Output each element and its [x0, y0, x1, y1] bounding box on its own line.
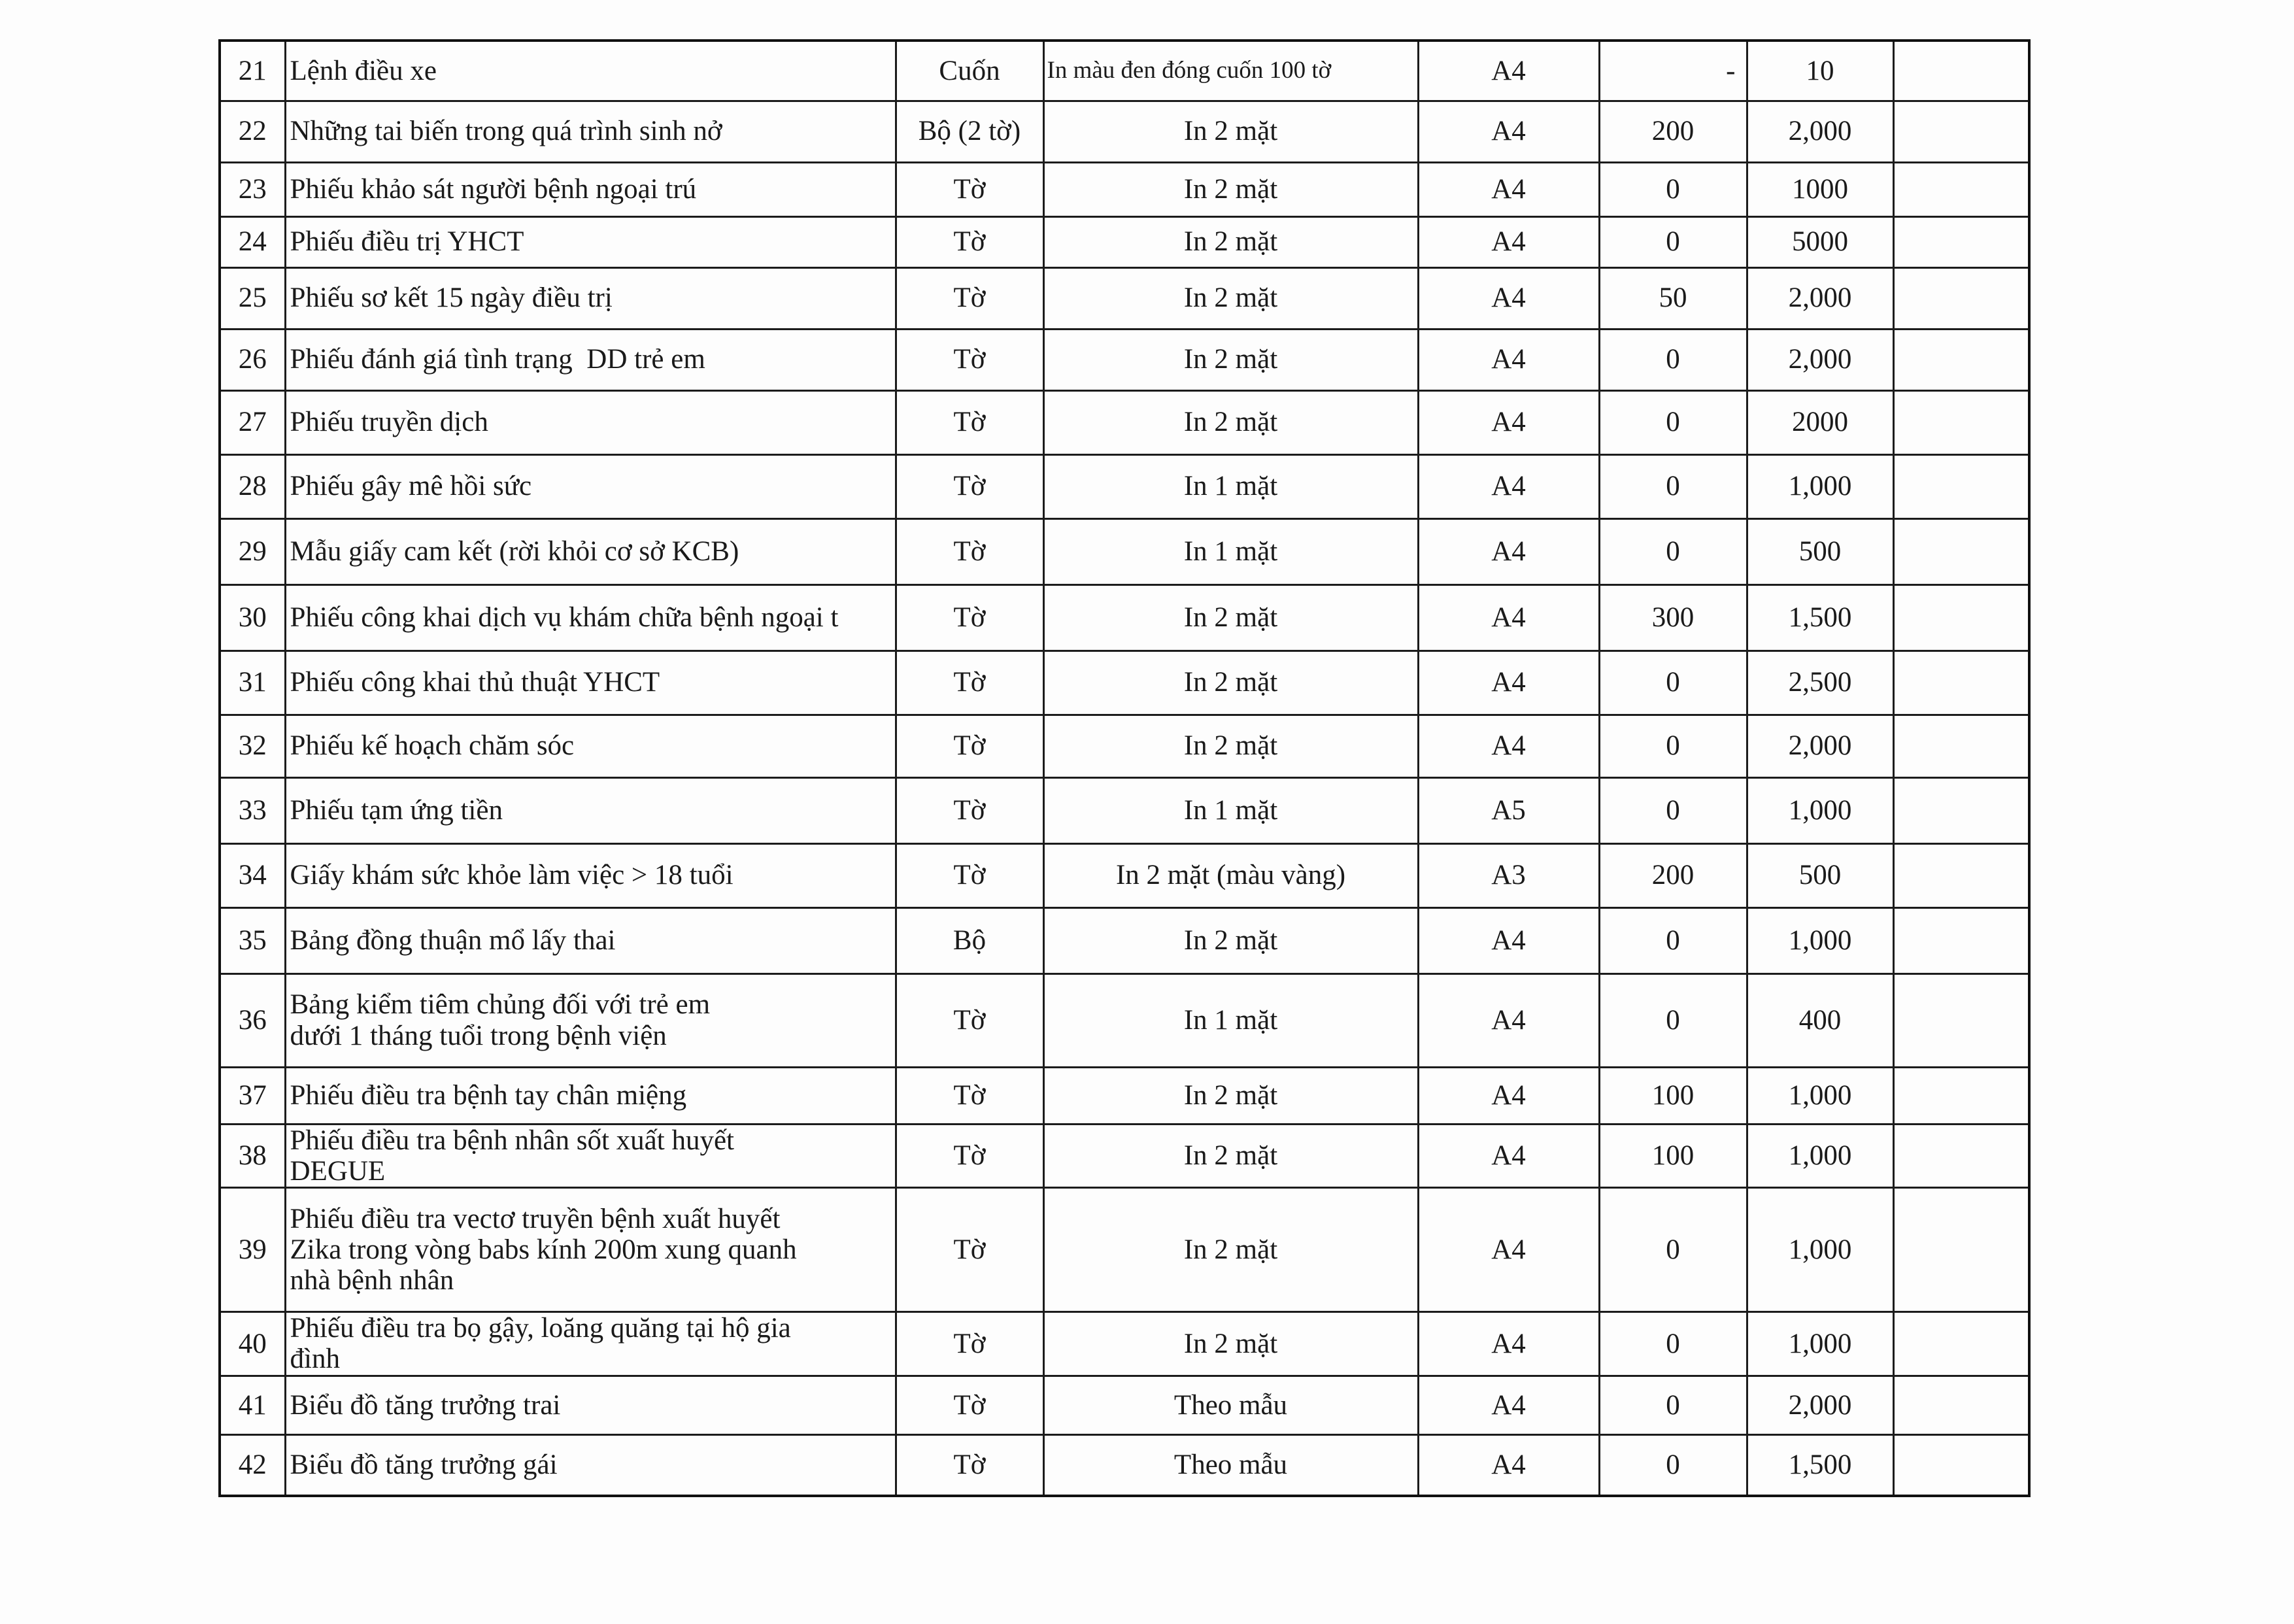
item-quantity-1: 200: [1599, 843, 1747, 907]
item-print-spec: In màu đen đóng cuốn 100 tờ: [1043, 41, 1418, 101]
table-row: [220, 1188, 2029, 1312]
item-unit: Tờ: [896, 843, 1043, 907]
item-unit: Tờ: [896, 216, 1043, 267]
item-quantity-1: 300: [1599, 584, 1747, 651]
item-unit: Bộ: [896, 907, 1043, 973]
item-quantity-1: 0: [1599, 777, 1747, 843]
item-quantity-1: 50: [1599, 267, 1747, 329]
item-number: 34: [220, 843, 285, 907]
item-print-spec: In 2 mặt: [1043, 329, 1418, 390]
item-unit: Tờ: [896, 518, 1043, 584]
item-number: 31: [220, 651, 285, 715]
item-note: [1893, 1434, 2029, 1496]
item-note: [1893, 1124, 2029, 1188]
item-unit: Tờ: [896, 329, 1043, 390]
item-quantity-2: 2,000: [1747, 715, 1893, 777]
item-number: 30: [220, 584, 285, 651]
item-number: 35: [220, 907, 285, 973]
item-quantity-1: 0: [1599, 973, 1747, 1067]
item-quantity-1: -: [1599, 41, 1747, 101]
item-name: Biểu đồ tăng trưởng trai: [285, 1376, 896, 1434]
item-paper-size: A4: [1418, 267, 1599, 329]
item-name: Lệnh điều xe: [285, 41, 896, 101]
table-row: [220, 1312, 2029, 1376]
item-note: [1893, 1376, 2029, 1434]
item-quantity-2: 1,000: [1747, 1124, 1893, 1188]
item-quantity-2: 1,000: [1747, 777, 1893, 843]
item-number: 41: [220, 1376, 285, 1434]
item-paper-size: A5: [1418, 777, 1599, 843]
item-name: Phiếu khảo sát người bệnh ngoại trú: [285, 162, 896, 216]
item-quantity-1: 0: [1599, 907, 1747, 973]
item-note: [1893, 584, 2029, 651]
item-print-spec: In 2 mặt: [1043, 162, 1418, 216]
item-name: Phiếu điều tra vectơ truyền bệnh xuất huyết Zika trong vòng babs kính 200m xung quanh nhà bệnh nhân: [285, 1188, 896, 1312]
item-number: 28: [220, 454, 285, 518]
table-row: [220, 41, 2029, 101]
item-quantity-2: 1,000: [1747, 1067, 1893, 1124]
item-name: Phiếu điều tra bệnh nhân sốt xuất huyết DEGUE: [285, 1124, 896, 1188]
item-note: [1893, 216, 2029, 267]
item-note: [1893, 329, 2029, 390]
item-print-spec: In 1 mặt: [1043, 973, 1418, 1067]
item-number: 27: [220, 390, 285, 454]
item-number: 22: [220, 101, 285, 162]
item-note: [1893, 1188, 2029, 1312]
item-number: 38: [220, 1124, 285, 1188]
item-quantity-1: 0: [1599, 329, 1747, 390]
item-paper-size: A4: [1418, 41, 1599, 101]
item-quantity-1: 0: [1599, 1434, 1747, 1496]
table-row: [220, 843, 2029, 907]
item-number: 21: [220, 41, 285, 101]
item-quantity-2: 1,500: [1747, 1434, 1893, 1496]
item-note: [1893, 267, 2029, 329]
item-paper-size: A3: [1418, 843, 1599, 907]
item-print-spec: In 1 mặt: [1043, 777, 1418, 843]
item-quantity-2: 500: [1747, 518, 1893, 584]
item-number: 26: [220, 329, 285, 390]
table-row: [220, 518, 2029, 584]
item-unit: Tờ: [896, 1067, 1043, 1124]
table-row: [220, 651, 2029, 715]
item-quantity-1: 100: [1599, 1124, 1747, 1188]
item-paper-size: A4: [1418, 390, 1599, 454]
item-unit: Tờ: [896, 267, 1043, 329]
item-name: Phiếu sơ kết 15 ngày điều trị: [285, 267, 896, 329]
item-quantity-2: 2000: [1747, 390, 1893, 454]
item-unit: Tờ: [896, 1188, 1043, 1312]
item-print-spec: In 2 mặt: [1043, 651, 1418, 715]
table-row: [220, 1434, 2029, 1496]
item-quantity-2: 1,000: [1747, 454, 1893, 518]
item-print-spec: Theo mẫu: [1043, 1376, 1418, 1434]
item-quantity-1: 0: [1599, 1376, 1747, 1434]
item-unit: Tờ: [896, 651, 1043, 715]
table-row: [220, 1376, 2029, 1434]
item-quantity-1: 0: [1599, 454, 1747, 518]
table-row: [220, 777, 2029, 843]
item-number: 37: [220, 1067, 285, 1124]
item-quantity-1: 0: [1599, 1188, 1747, 1312]
item-print-spec: In 1 mặt: [1043, 518, 1418, 584]
item-quantity-1: 0: [1599, 1312, 1747, 1376]
item-note: [1893, 651, 2029, 715]
item-unit: Tờ: [896, 390, 1043, 454]
item-quantity-1: 0: [1599, 390, 1747, 454]
item-name: Phiếu gây mê hồi sức: [285, 454, 896, 518]
item-note: [1893, 843, 2029, 907]
item-note: [1893, 454, 2029, 518]
item-quantity-2: 1,000: [1747, 1312, 1893, 1376]
item-name: Phiếu đánh giá tình trạng DD trẻ em: [285, 329, 896, 390]
item-unit: Tờ: [896, 973, 1043, 1067]
item-print-spec: In 2 mặt: [1043, 267, 1418, 329]
item-paper-size: A4: [1418, 907, 1599, 973]
table-row: [220, 1124, 2029, 1188]
table-row: [220, 584, 2029, 651]
item-quantity-1: 100: [1599, 1067, 1747, 1124]
item-quantity-2: 1,500: [1747, 584, 1893, 651]
item-print-spec: In 2 mặt: [1043, 390, 1418, 454]
item-paper-size: A4: [1418, 454, 1599, 518]
item-note: [1893, 101, 2029, 162]
table-row: [220, 216, 2029, 267]
item-quantity-2: 2,000: [1747, 101, 1893, 162]
item-note: [1893, 777, 2029, 843]
item-unit: Tờ: [896, 715, 1043, 777]
item-print-spec: In 2 mặt: [1043, 1124, 1418, 1188]
item-name: Phiếu tạm ứng tiền: [285, 777, 896, 843]
table-row: [220, 162, 2029, 216]
table-row: [220, 973, 2029, 1067]
item-paper-size: A4: [1418, 1067, 1599, 1124]
table-row: [220, 390, 2029, 454]
item-unit: Tờ: [896, 1376, 1043, 1434]
item-note: [1893, 1312, 2029, 1376]
item-quantity-2: 1,000: [1747, 1188, 1893, 1312]
item-note: [1893, 41, 2029, 101]
item-quantity-2: 1,000: [1747, 907, 1893, 973]
item-unit: Tờ: [896, 584, 1043, 651]
item-print-spec: In 2 mặt (màu vàng): [1043, 843, 1418, 907]
item-unit: Bộ (2 tờ): [896, 101, 1043, 162]
item-note: [1893, 390, 2029, 454]
item-paper-size: A4: [1418, 329, 1599, 390]
item-quantity-1: 0: [1599, 216, 1747, 267]
table-row: [220, 267, 2029, 329]
item-print-spec: In 1 mặt: [1043, 454, 1418, 518]
item-name: Mẫu giấy cam kết (rời khỏi cơ sở KCB): [285, 518, 896, 584]
table-row: [220, 329, 2029, 390]
item-name: Giấy khám sức khỏe làm việc > 18 tuổi: [285, 843, 896, 907]
item-paper-size: A4: [1418, 1376, 1599, 1434]
item-paper-size: A4: [1418, 651, 1599, 715]
item-print-spec: In 2 mặt: [1043, 101, 1418, 162]
item-note: [1893, 162, 2029, 216]
item-note: [1893, 518, 2029, 584]
item-name: Biểu đồ tăng trưởng gái: [285, 1434, 896, 1496]
table-row: [220, 907, 2029, 973]
item-number: 42: [220, 1434, 285, 1496]
item-unit: Tờ: [896, 777, 1043, 843]
item-quantity-1: 0: [1599, 715, 1747, 777]
item-quantity-2: 2,000: [1747, 329, 1893, 390]
table-row: [220, 1067, 2029, 1124]
item-quantity-2: 10: [1747, 41, 1893, 101]
items-table: [218, 39, 2031, 1497]
item-note: [1893, 1067, 2029, 1124]
item-unit: Tờ: [896, 1312, 1043, 1376]
item-quantity-2: 400: [1747, 973, 1893, 1067]
item-paper-size: A4: [1418, 101, 1599, 162]
item-name: Phiếu điều trị YHCT: [285, 216, 896, 267]
item-quantity-2: 2,000: [1747, 267, 1893, 329]
item-quantity-2: 500: [1747, 843, 1893, 907]
item-unit: Tờ: [896, 454, 1043, 518]
item-quantity-2: 2,000: [1747, 1376, 1893, 1434]
item-print-spec: Theo mẫu: [1043, 1434, 1418, 1496]
item-paper-size: A4: [1418, 715, 1599, 777]
item-number: 39: [220, 1188, 285, 1312]
item-paper-size: A4: [1418, 1124, 1599, 1188]
item-number: 29: [220, 518, 285, 584]
item-paper-size: A4: [1418, 1188, 1599, 1312]
table-body: [220, 41, 2029, 1496]
item-name: Phiếu công khai dịch vụ khám chữa bệnh ngoại t: [285, 584, 896, 651]
item-print-spec: In 2 mặt: [1043, 1188, 1418, 1312]
item-name: Phiếu truyền dịch: [285, 390, 896, 454]
item-quantity-1: 200: [1599, 101, 1747, 162]
item-number: 25: [220, 267, 285, 329]
item-name: Phiếu điều tra bọ gậy, loăng quăng tại hộ gia đình: [285, 1312, 896, 1376]
item-number: 24: [220, 216, 285, 267]
item-number: 32: [220, 715, 285, 777]
item-print-spec: In 2 mặt: [1043, 584, 1418, 651]
item-print-spec: In 2 mặt: [1043, 715, 1418, 777]
item-unit: Tờ: [896, 1434, 1043, 1496]
item-quantity-1: 0: [1599, 162, 1747, 216]
item-paper-size: A4: [1418, 1312, 1599, 1376]
document-sheet: [218, 39, 2028, 1497]
item-print-spec: In 2 mặt: [1043, 1067, 1418, 1124]
item-number: 33: [220, 777, 285, 843]
item-number: 36: [220, 973, 285, 1067]
item-unit: Tờ: [896, 1124, 1043, 1188]
item-name: Những tai biến trong quá trình sinh nở: [285, 101, 896, 162]
item-note: [1893, 715, 2029, 777]
item-name: Phiếu kế hoạch chăm sóc: [285, 715, 896, 777]
table-row: [220, 454, 2029, 518]
item-note: [1893, 973, 2029, 1067]
item-unit: Cuốn: [896, 41, 1043, 101]
item-number: 23: [220, 162, 285, 216]
item-paper-size: A4: [1418, 584, 1599, 651]
item-print-spec: In 2 mặt: [1043, 1312, 1418, 1376]
item-paper-size: A4: [1418, 1434, 1599, 1496]
item-paper-size: A4: [1418, 216, 1599, 267]
item-quantity-2: 5000: [1747, 216, 1893, 267]
item-number: 40: [220, 1312, 285, 1376]
item-quantity-2: 1000: [1747, 162, 1893, 216]
item-quantity-1: 0: [1599, 651, 1747, 715]
item-name: Phiếu công khai thủ thuật YHCT: [285, 651, 896, 715]
item-name: Bảng đồng thuận mổ lấy thai: [285, 907, 896, 973]
item-print-spec: In 2 mặt: [1043, 907, 1418, 973]
table-row: [220, 715, 2029, 777]
item-name: Phiếu điều tra bệnh tay chân miệng: [285, 1067, 896, 1124]
item-paper-size: A4: [1418, 162, 1599, 216]
item-name: Bảng kiểm tiêm chủng đối với trẻ em dưới 1 tháng tuổi trong bệnh viện: [285, 973, 896, 1067]
item-paper-size: A4: [1418, 518, 1599, 584]
table-row: [220, 101, 2029, 162]
item-print-spec: In 2 mặt: [1043, 216, 1418, 267]
item-quantity-2: 2,500: [1747, 651, 1893, 715]
item-note: [1893, 907, 2029, 973]
item-paper-size: A4: [1418, 973, 1599, 1067]
item-quantity-1: 0: [1599, 518, 1747, 584]
item-unit: Tờ: [896, 162, 1043, 216]
